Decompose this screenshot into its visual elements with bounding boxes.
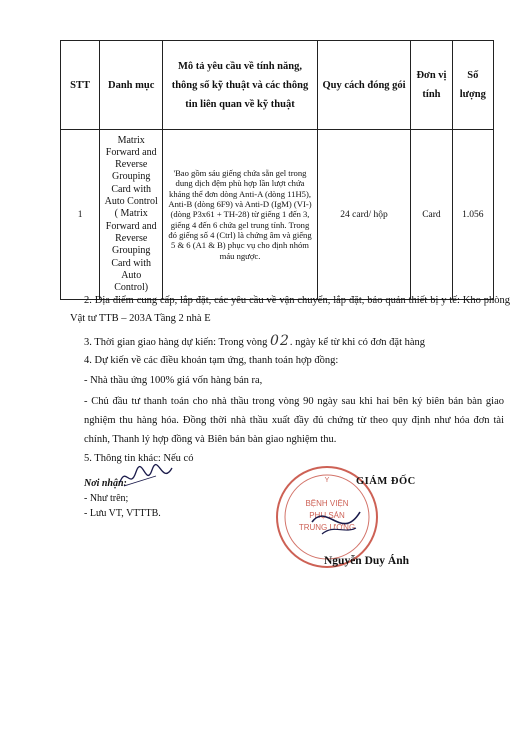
paragraph-payment-terms: 4. Dự kiến về các điều khoản tạm ứng, thanh toán hợp đồng:	[84, 355, 339, 366]
svg-text:TRUNG ƯƠNG: TRUNG ƯƠNG	[298, 523, 356, 532]
paragraph-advance-payment: - Nhà thầu ứng 100% giá vốn hàng bán ra,	[84, 375, 263, 386]
paragraph-delivery-time	[84, 332, 504, 352]
paragraph-delivery-location: 2. Địa điểm cung cấp, lắp đặt, các yêu cầu về vận chuyển, lắp đặt, bảo quản thiết bị y tế: Kho phòng Vật tư TTB – 203A Tầng 2 nhà E	[70, 295, 510, 324]
recipient-item: - Như trên;	[84, 493, 129, 504]
header-don-vi: Đơn vị tính	[411, 41, 452, 130]
initial-signature	[116, 462, 176, 492]
header-stt: STT	[61, 41, 100, 130]
header-quy-cach: Quy cách đóng gói	[317, 41, 411, 130]
table-row	[61, 130, 494, 300]
svg-text:BỆNH VIỆN: BỆNH VIỆN	[305, 499, 349, 508]
delivery-time-suffix: . ngày kể từ khi có đơn đặt hàng	[289, 337, 426, 348]
signer-name: Nguyễn Duy Ánh	[324, 555, 409, 567]
recipients-label: Nơi nhận:	[84, 478, 127, 489]
recipient-item: - Lưu VT, VTTTB.	[84, 508, 161, 519]
handwritten-days: 02	[270, 333, 290, 349]
cell-mo-ta: 'Bao gồm sáu giếng chứa sẵn gel trong dung dịch đệm phù hợp lần lượt chứa kháng thể đơn dòng Anti-A (dòng 11H5), Anti-B (dòng 6F9) và Anti-D (IgM) (VI-) (dòng P3x61 + TH-28) từ giếng 1 đến 3, giếng 4 đến 6 chứa gel trung tính. Trong đó giếng số 4 (Ctrl) là chứng âm và giếng 5 & 6 (A1 & B) phục vụ cho định nhóm máu ngược.	[163, 130, 317, 300]
table-header-row	[61, 41, 494, 130]
cell-quy-cach: 24 card/ hộp	[317, 130, 411, 300]
signer-title: GIÁM ĐỐC	[356, 476, 416, 487]
header-danh-muc: Danh mục	[100, 41, 163, 130]
cell-so-luong: 1.056	[452, 130, 493, 300]
cell-danh-muc: Matrix Forward and Reverse Grouping Card with Auto Control ( Matrix Forward and Reverse Grouping Card with Auto Control)	[100, 130, 163, 300]
paragraph-payment-schedule: - Chủ đầu tư thanh toán cho nhà thầu trong vòng 90 ngày sau khi hai bên ký biên bản bàn giao nghiệm thu hàng hóa. Đồng thời nhà thầu xuất đầy đủ chứng từ theo quy định như hóa đơn tài chính, Thanh lý hợp đồng và Biên bản bàn giao nghiệm thu.	[84, 396, 504, 445]
paragraph-other-info: 5. Thông tin khác: Nếu có	[84, 453, 194, 464]
svg-text:Y: Y	[324, 477, 330, 484]
header-mo-ta: Mô tả yêu cầu về tính năng, thông số kỹ thuật và các thông tin liên quan về kỹ thuật	[163, 41, 317, 130]
delivery-time-prefix: 3. Thời gian giao hàng dự kiến: Trong vòng	[84, 337, 271, 348]
svg-text:PHỤ SẢN: PHỤ SẢN	[309, 511, 345, 520]
spec-table	[60, 40, 494, 300]
header-so-luong: Số lượng	[452, 41, 493, 130]
cell-stt: 1	[61, 130, 100, 300]
cell-don-vi: Card	[411, 130, 452, 300]
